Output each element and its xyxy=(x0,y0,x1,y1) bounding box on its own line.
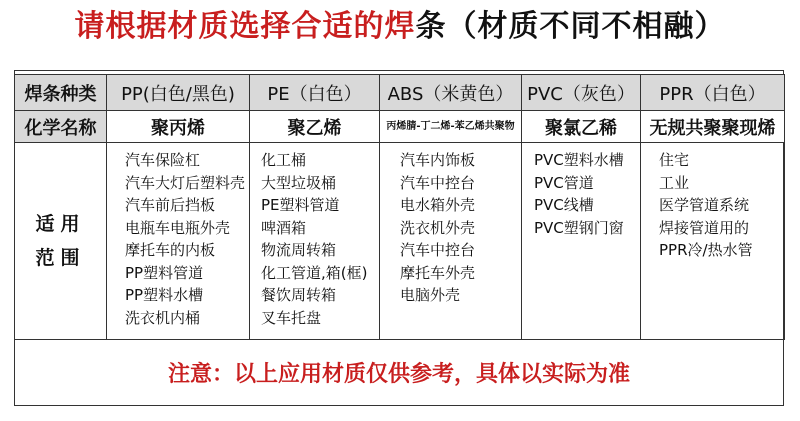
scope-list-item: PVC塑钢门窗 xyxy=(534,218,624,237)
scope-list-item: PVC管道 xyxy=(534,173,594,192)
scope-list-item: PE塑料管道 xyxy=(261,196,340,214)
title-dark-part: 条（材质不同不相融） xyxy=(415,9,726,44)
rod-type-pp: PP(白色/黑色) xyxy=(107,75,250,111)
scope-list-abs xyxy=(380,143,521,307)
scope-list-item: 化工管道,箱(框) xyxy=(261,263,368,282)
scope-list-item: PVC塑料水槽 xyxy=(534,151,624,169)
chemical-name-pvc: 聚氯乙稀 xyxy=(522,111,641,143)
scope-list-item: 焊接管道用的 xyxy=(659,218,750,237)
scope-list-item: 电脑外壳 xyxy=(400,286,461,304)
scope-list-item: 汽车中控台 xyxy=(400,241,476,259)
scope-list-ppr xyxy=(641,143,784,262)
scope-label-line2: 范围 xyxy=(35,247,86,269)
scope-cell-pe xyxy=(250,143,380,340)
scope-list-item: 汽车内饰板 xyxy=(400,151,476,169)
title-red-part: 请根据材质选择合适的焊 xyxy=(74,9,416,44)
application-scope-row xyxy=(15,143,785,340)
rod-type-label: 焊条种类 xyxy=(15,75,107,111)
scope-list-item: 汽车大灯后塑料壳 xyxy=(125,173,246,192)
scope-list-item: PP塑料水槽 xyxy=(125,286,204,304)
scope-list-item: 啤酒箱 xyxy=(261,218,307,237)
scope-cell-pp xyxy=(107,143,250,340)
scope-list-item: 摩托车外壳 xyxy=(400,263,476,282)
rod-type-pe: PE（白色） xyxy=(250,75,380,111)
scope-list-item: 电水箱外壳 xyxy=(400,196,476,214)
scope-list-item: 洗衣机内桶 xyxy=(125,308,201,327)
chemical-name-abs-text: 丙烯腈-丁二烯-苯乙烯共聚物 xyxy=(386,120,515,132)
scope-list-item: 汽车中控台 xyxy=(400,173,476,192)
scope-list-item: 物流周转箱 xyxy=(261,241,337,259)
chemical-name-label: 化学名称 xyxy=(15,111,107,143)
scope-list-item: 汽车前后挡板 xyxy=(125,196,216,214)
scope-list-pp xyxy=(107,143,249,329)
rod-type-row xyxy=(15,75,785,111)
scope-list-item: 化工桶 xyxy=(261,151,307,169)
chemical-name-ppr: 无规共聚聚现烯 xyxy=(641,111,785,143)
scope-label-line1: 适用 xyxy=(35,213,86,235)
scope-list-item: 医学管道系统 xyxy=(659,196,750,214)
scope-cell-ppr xyxy=(641,143,785,340)
material-table xyxy=(14,74,785,340)
scope-list-item: 电瓶车电瓶外壳 xyxy=(125,218,231,237)
chemical-name-row xyxy=(15,111,785,143)
rod-type-ppr: PPR（白色） xyxy=(641,75,785,111)
application-scope-label xyxy=(15,143,107,340)
scope-list-item: 工业 xyxy=(659,173,690,192)
notice-text: 注意：以上应用材质仅供参考，具体以实际为准 xyxy=(167,362,630,387)
scope-list-item: 摩托车的内板 xyxy=(125,241,216,259)
rod-type-pvc: PVC（灰色） xyxy=(522,75,641,111)
scope-list-pe xyxy=(250,143,379,329)
chemical-name-pp: 聚丙烯 xyxy=(107,111,250,143)
page-title xyxy=(0,4,800,50)
scope-list-pvc xyxy=(522,143,640,239)
rod-type-abs: ABS（米黄色） xyxy=(380,75,522,111)
scope-list-item: 汽车保险杠 xyxy=(125,151,201,169)
scope-list-item: 洗衣机外壳 xyxy=(400,218,476,237)
scope-cell-pvc xyxy=(522,143,641,340)
scope-list-item: PP塑料管道 xyxy=(125,263,204,282)
scope-list-item: 餐饮周转箱 xyxy=(261,286,337,304)
chemical-name-pe: 聚乙烯 xyxy=(250,111,380,143)
scope-list-item: PPR冷/热水管 xyxy=(659,241,753,259)
scope-list-item: 住宅 xyxy=(659,151,690,169)
scope-cell-abs xyxy=(380,143,522,340)
scope-list-item: 叉车托盘 xyxy=(261,308,322,327)
scope-list-item: PVC线槽 xyxy=(534,196,594,214)
chemical-name-abs xyxy=(380,111,522,143)
scope-list-item: 大型垃圾桶 xyxy=(261,173,337,192)
